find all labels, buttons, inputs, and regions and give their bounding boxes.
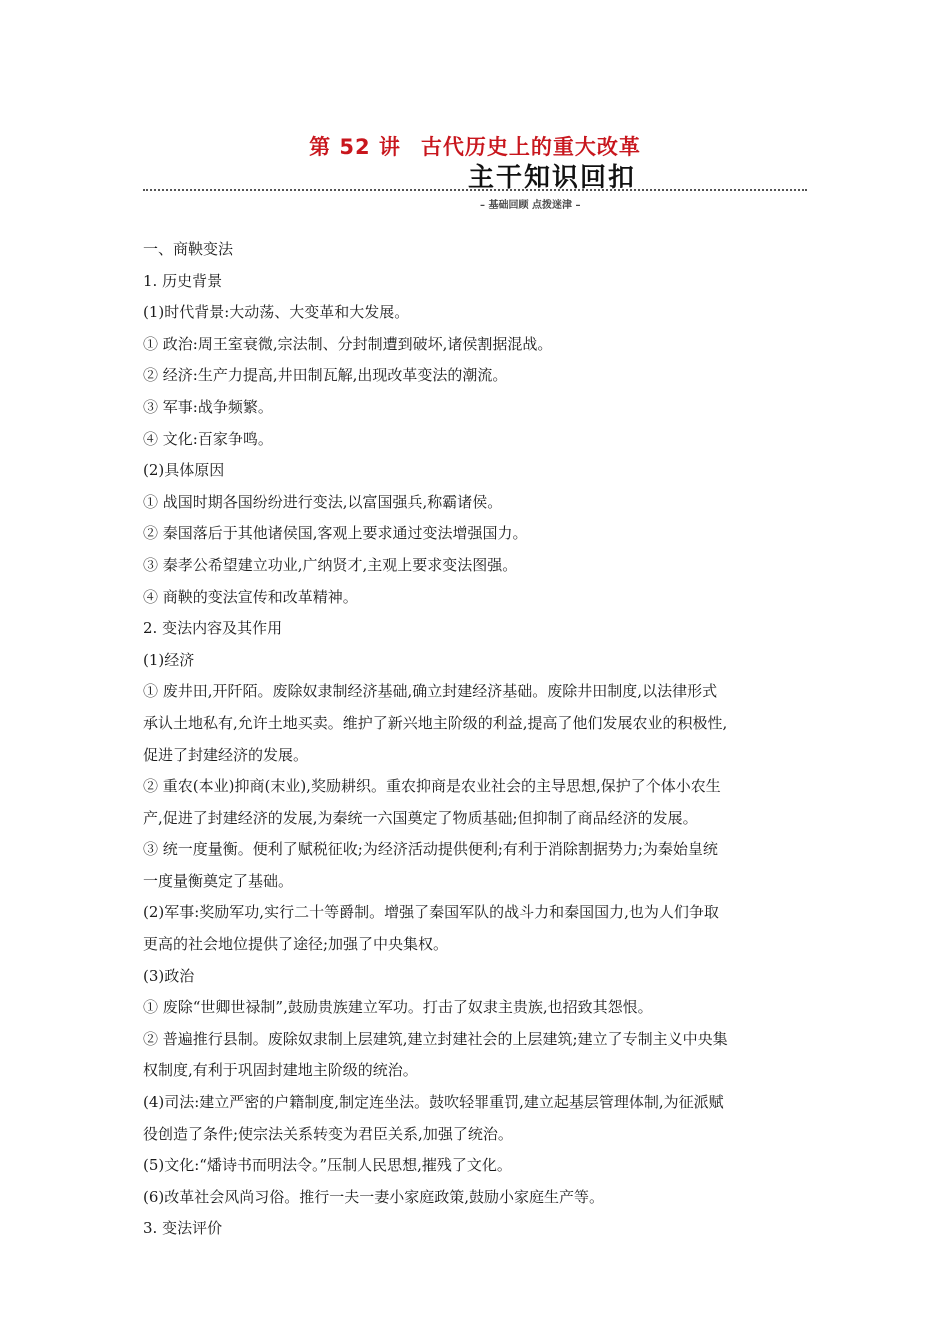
- text-line: ④ 文化:百家争鸣。: [143, 429, 273, 448]
- text-line: (1)时代背景:大动荡、大变革和大发展。: [143, 303, 410, 322]
- text-line: 权制度,有利于巩固封建地主阶级的统治。: [143, 1061, 418, 1080]
- text-line: (4)司法:建立严密的户籍制度,制定连坐法。鼓吹轻罪重罚,建立起基层管理体制,为征派赋: [143, 1093, 724, 1112]
- text-line: 役创造了条件;使宗法关系转变为君臣关系,加强了统治。: [143, 1124, 513, 1143]
- text-line: (2)具体原因: [143, 461, 225, 480]
- text-line: ① 战国时期各国纷纷进行变法,以富国强兵,称霸诸侯。: [143, 492, 503, 511]
- text-line: 3. 变法评价: [143, 1219, 223, 1238]
- text-line: ② 重农(本业)抑商(末业),奖励耕织。重农抑商是农业社会的主导思想,保护了个体小农生: [143, 777, 721, 796]
- text-line: ② 普遍推行县制。废除奴隶制上层建筑,建立封建社会的上层建筑;建立了专制主义中央集: [143, 1029, 728, 1048]
- section-tag: – 基础回顾 点拨迷津 –: [480, 200, 581, 211]
- text-line: (1)经济: [143, 650, 195, 669]
- text-line: (3)政治: [143, 966, 195, 985]
- text-line: (5)文化:“燔诗书而明法令。”压制人民思想,摧残了文化。: [143, 1156, 512, 1175]
- text-line: ② 秦国落后于其他诸侯国,客观上要求通过变法增强国力。: [143, 524, 528, 543]
- text-line: 一、商鞅变法: [143, 240, 234, 258]
- lesson-title: 古代历史上的重大改革: [420, 135, 641, 159]
- text-line: ② 经济:生产力提高,井田制瓦解,出现改革变法的潮流。: [143, 366, 508, 385]
- lesson-number: 第 52 讲: [309, 135, 401, 159]
- text-line: 更高的社会地位提供了途径;加强了中央集权。: [143, 935, 449, 954]
- text-line: ① 政治:周王室衰微,宗法制、分封制遭到破坏,诸侯割据混战。: [143, 334, 553, 353]
- text-line: 产,促进了封建经济的发展,为秦统一六国奠定了物质基础;但抑制了商品经济的发展。: [143, 808, 698, 827]
- text-line: ④ 商鞅的变法宣传和改革精神。: [143, 587, 358, 606]
- text-line: (2)军事:奖励军功,实行二十等爵制。增强了秦国军队的战斗力和秦国国力,也为人们争取: [143, 903, 719, 922]
- text-line: 2. 变法内容及其作用: [143, 619, 283, 638]
- text-line: ③ 军事:战争频繁。: [143, 397, 273, 416]
- text-line: 承认土地私有,允许土地买卖。维护了新兴地主阶级的利益,提高了他们发展农业的积极性,: [143, 713, 728, 732]
- text-line: 促进了封建经济的发展。: [143, 745, 309, 764]
- text-line: (6)改革社会风尚习俗。推行一夫一妻小家庭政策,鼓励小家庭生产等。: [143, 1187, 605, 1206]
- text-line: ③ 统一度量衡。便利了赋税征收;为经济活动提供便利;有利于消除割据势力;为秦始皇统: [143, 840, 718, 859]
- text-line: 一度量衡奠定了基础。: [143, 871, 294, 890]
- text-line: ① 废井田,开阡陌。废除奴隶制经济基础,确立封建经济基础。废除井田制度,以法律形式: [143, 682, 718, 701]
- body-text: [143, 234, 807, 1245]
- dotted-divider: [143, 189, 807, 191]
- text-line: ① 废除“世卿世禄制”,鼓励贵族建立军功。打击了奴隶主贵族,也招致其怨恨。: [143, 998, 653, 1017]
- text-line: ③ 秦孝公希望建立功业,广纳贤才,主观上要求变法图强。: [143, 555, 518, 574]
- text-line: 1. 历史背景: [143, 271, 223, 290]
- section-heading: 主干知识回扣: [468, 163, 637, 193]
